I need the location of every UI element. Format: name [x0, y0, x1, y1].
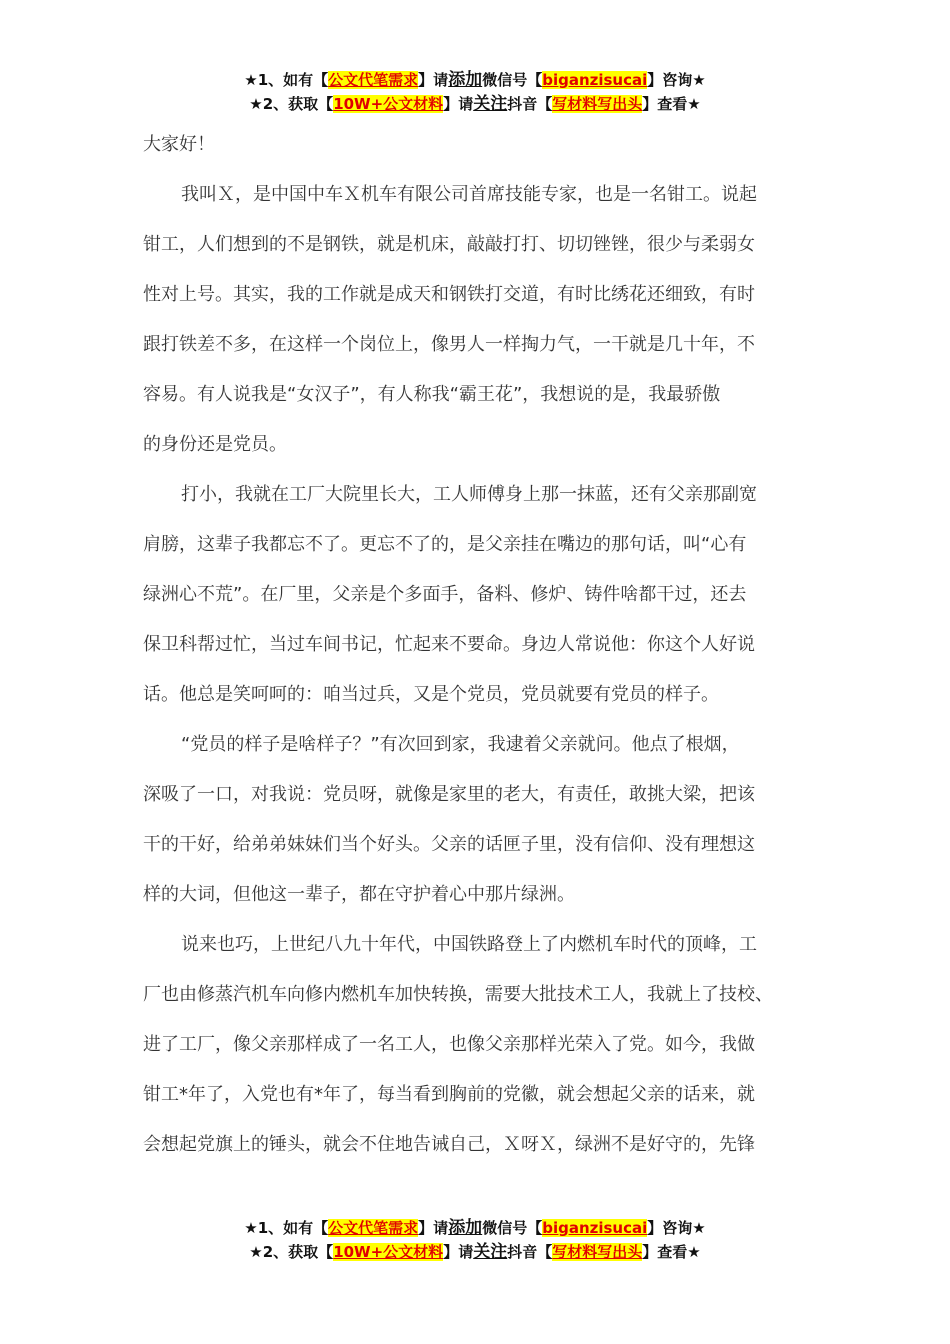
- promo-line-1: [0, 1216, 950, 1240]
- text-line: 容易。有人说我是“女汉子”，有人称我“霸王花”，我想说的是，我最骄傲: [143, 384, 721, 405]
- douyin-id: 写材料写出头: [552, 1243, 643, 1261]
- promo-banner-top: [0, 68, 950, 116]
- promo-text: 】查看★: [642, 95, 701, 113]
- text-line: 肩膀，这辈子我都忘不了。更忘不了的，是父亲挂在嘴边的那句话，叫“心有: [143, 534, 747, 555]
- text-line: 跟打铁差不多，在这样一个岗位上，像男人一样掏力气，一干就是几十年，不: [143, 334, 755, 355]
- text-line: 话。他总是笑呵呵的：咱当过兵，又是个党员，党员就要有党员的样子。: [143, 684, 719, 705]
- text-line: 的身份还是党员。: [143, 434, 287, 455]
- promo-text: ★2、获取【: [249, 95, 334, 113]
- promo-text: 】查看★: [642, 1243, 701, 1261]
- promo-line-1: [0, 68, 950, 92]
- document-body: [143, 128, 813, 1178]
- promo-text: 】请: [443, 95, 474, 113]
- promo-text: ★1、如有【: [244, 1219, 329, 1237]
- promo-line-2: [0, 1240, 950, 1264]
- text-line: 性对上号。其实，我的工作就是成天和钢铁打交道，有时比绣花还细致，有时: [143, 284, 755, 305]
- promo-emphasis: 添加: [448, 70, 483, 90]
- wechat-id: biganzisucai: [542, 1219, 648, 1237]
- text-line: 说来也巧，上世纪八九十年代，中国铁路登上了内燃机车时代的顶峰，工: [181, 934, 757, 955]
- promo-text: 微信号【: [482, 71, 543, 89]
- text-line: 我叫Ｘ，是中国中车Ｘ机车有限公司首席技能专家，也是一名钳工。说起: [181, 184, 757, 205]
- promo-banner-bottom: [0, 1216, 950, 1264]
- promo-text: 】请: [418, 71, 449, 89]
- text-line: 钳工*年了，入党也有*年了，每当看到胸前的党徽，就会想起父亲的话来，就: [143, 1084, 755, 1105]
- promo-line-2: [0, 92, 950, 116]
- promo-text: 】咨询★: [647, 71, 706, 89]
- text-line: 干的干好，给弟弟妹妹们当个好头。父亲的话匣子里，没有信仰、没有理想这: [143, 834, 755, 855]
- promo-highlight: 公文代笔需求: [328, 1219, 419, 1237]
- text-line: 保卫科帮过忙，当过车间书记，忙起来不要命。身边人常说他：你这个人好说: [143, 634, 755, 655]
- promo-text: 抖音【: [507, 95, 553, 113]
- text-line: 钳工，人们想到的不是钢铁，就是机床，敲敲打打、切切锉锉，很少与柔弱女: [143, 234, 755, 255]
- promo-emphasis: 关注: [473, 94, 508, 114]
- promo-text: ★2、获取【: [249, 1243, 334, 1261]
- text-line: “党员的样子是啥样子？”有次回到家，我逮着父亲就问。他点了根烟，: [181, 734, 740, 755]
- wechat-id: biganzisucai: [542, 71, 648, 89]
- promo-text: 微信号【: [482, 1219, 543, 1237]
- promo-text: ★1、如有【: [244, 71, 329, 89]
- promo-text: 】请: [418, 1219, 449, 1237]
- promo-highlight: 10W+公文材料: [333, 95, 444, 113]
- promo-emphasis: 添加: [448, 1218, 483, 1238]
- text-line: 会想起党旗上的锤头，就会不住地告诫自己，Ｘ呀Ｘ，绿洲不是好守的，先锋: [143, 1134, 755, 1155]
- text-line: 厂也由修蒸汽机车向修内燃机车加快转换，需要大批技术工人，我就上了技校、: [143, 984, 773, 1005]
- text-line: 进了工厂，像父亲那样成了一名工人，也像父亲那样光荣入了党。如今，我做: [143, 1034, 755, 1055]
- promo-text: 】咨询★: [647, 1219, 706, 1237]
- text-line: 绿洲心不荒”。在厂里，父亲是个多面手，备料、修炉、铸件啥都干过，还去: [143, 584, 747, 605]
- promo-text: 】请: [443, 1243, 474, 1261]
- text-line: 大家好！: [143, 134, 215, 155]
- text-line: 深吸了一口，对我说：党员呀，就像是家里的老大，有责任，敢挑大梁，把该: [143, 784, 755, 805]
- text-line: 打小，我就在工厂大院里长大，工人师傅身上那一抹蓝，还有父亲那副宽: [181, 484, 757, 505]
- promo-highlight: 公文代笔需求: [328, 71, 419, 89]
- text-line: 样的大词，但他这一辈子，都在守护着心中那片绿洲。: [143, 884, 575, 905]
- douyin-id: 写材料写出头: [552, 95, 643, 113]
- promo-emphasis: 关注: [473, 1242, 508, 1262]
- promo-text: 抖音【: [507, 1243, 553, 1261]
- promo-highlight: 10W+公文材料: [333, 1243, 444, 1261]
